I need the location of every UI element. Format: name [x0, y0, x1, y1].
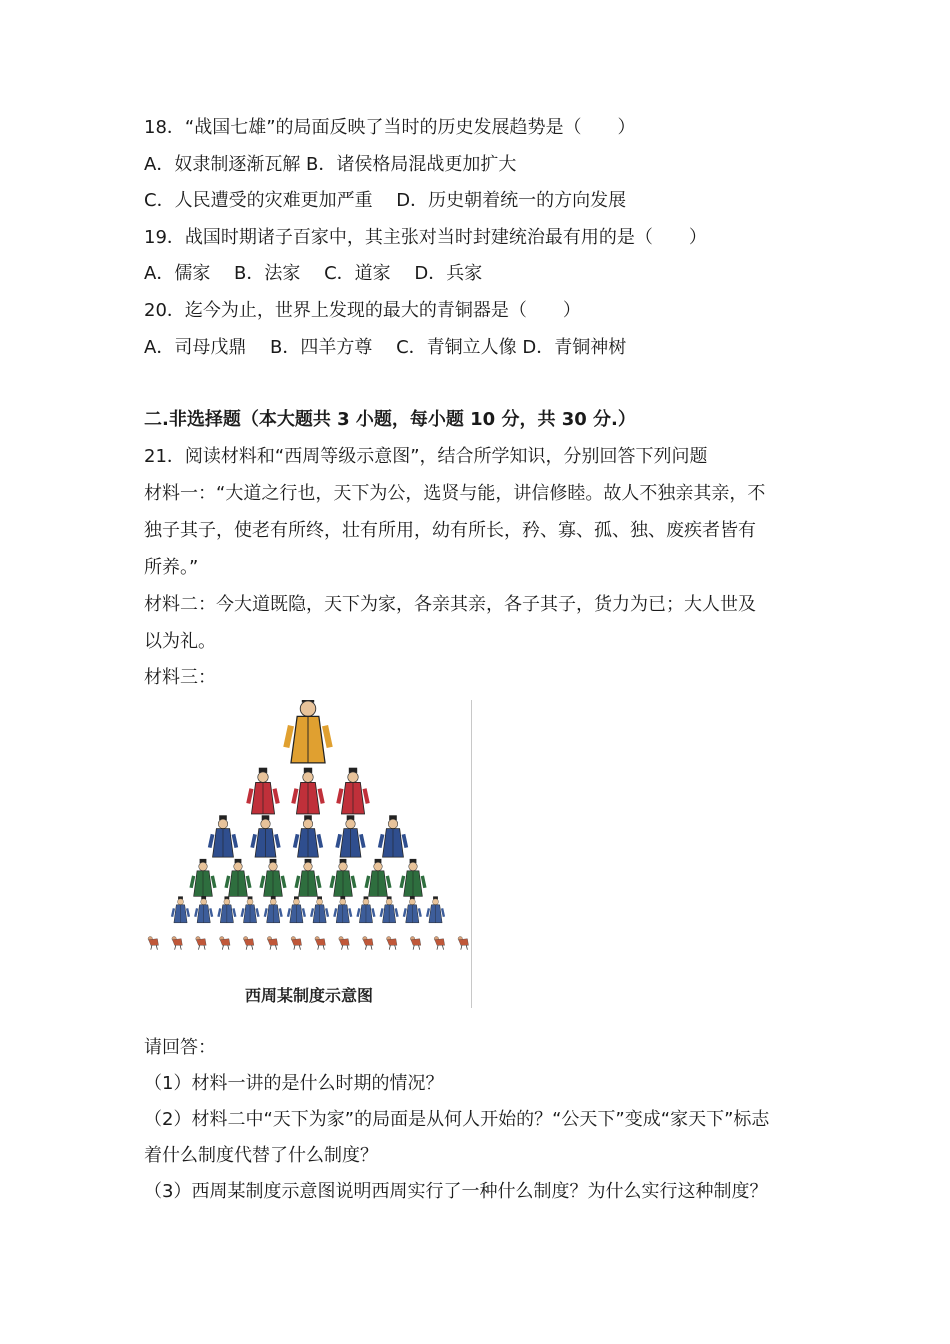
commoners-figure — [195, 896, 212, 922]
q20-options: A．司母戊鼎 B．四羊方尊 C．青铜立人像 D．青铜神树 — [144, 337, 627, 358]
q21-stem: 21．阅读材料和“西周等级示意图”，结合所学知识，分别回答下列问题 — [144, 446, 708, 467]
material-1-line-2: 独子其子，使老有所终，壮有所用，幼有所长，矜、寡、孤、独、废疾者皆有 — [144, 520, 756, 541]
commoners-figure — [334, 896, 351, 922]
slaves-figure — [363, 937, 373, 950]
slaves-figure — [267, 937, 277, 950]
slaves-figure — [458, 937, 468, 950]
ministers-figure — [295, 815, 322, 857]
slaves-figure — [220, 937, 230, 950]
q19-stem: 19．战国时期诸子百家中，其主张对当时封建统治最有用的是（ ） — [144, 227, 707, 248]
q19-options: A．儒家 B．法家 C．道家 D．兵家 — [144, 263, 483, 284]
sub-question-2-line-1: （2）材料二中“天下为家”的局面是从何人开始的？“公天下”变成“家天下”标志 — [144, 1109, 770, 1130]
q18-options-cd: C．人民遭受的灾难更加严重 D．历史朝着统一的方向发展 — [144, 190, 627, 211]
shi-figure — [226, 859, 250, 896]
shi-figure — [261, 859, 285, 896]
king-figure — [286, 700, 329, 763]
commoners-figure — [358, 896, 375, 922]
commoners-figure — [172, 896, 189, 922]
commoners-figure — [311, 896, 328, 922]
material-1-line-1: 材料一：“大道之行也，天下为公，选贤与能，讲信修睦。故人不独亲其亲，不 — [144, 483, 766, 504]
slaves-figure — [172, 937, 182, 950]
figure-divider — [471, 700, 472, 1008]
commoners-figure — [288, 896, 305, 922]
slaves-figure — [339, 937, 349, 950]
figure-caption: 西周某制度示意图 — [244, 986, 373, 1005]
nobles-figure — [248, 768, 277, 814]
zhou-hierarchy-figure — [144, 700, 474, 1008]
commoners-figure — [427, 896, 444, 922]
commoners-figure — [265, 896, 282, 922]
slaves-figure — [196, 937, 206, 950]
ministers-figure — [380, 815, 407, 857]
slaves-figure — [291, 937, 301, 950]
section-heading: 二.非选择题（本大题共 3 小题，每小题 10 分，共 30 分.） — [144, 409, 636, 430]
material-3-label: 材料三： — [144, 667, 216, 688]
answer-prompt: 请回答： — [144, 1037, 216, 1058]
slaves-figure — [434, 937, 444, 950]
slaves-figure — [410, 937, 420, 950]
shi-figure — [401, 859, 425, 896]
slaves-figure — [387, 937, 397, 950]
slaves-figure — [315, 937, 325, 950]
shi-figure — [331, 859, 355, 896]
ministers-figure — [210, 815, 237, 857]
hierarchy-pyramid — [144, 700, 474, 980]
sub-question-1: （1）材料一讲的是什么时期的情况？ — [144, 1073, 444, 1094]
slaves-figure — [148, 937, 158, 950]
commoners-figure — [404, 896, 421, 922]
q18-stem: 18．“战国七雄”的局面反映了当时的历史发展趋势是（ ） — [144, 117, 636, 138]
ministers-figure — [252, 815, 279, 857]
sub-question-2-line-2: 着什么制度代替了什么制度？ — [144, 1145, 378, 1166]
slaves-figure — [243, 937, 253, 950]
nobles-figure — [293, 768, 322, 814]
shi-figure — [366, 859, 390, 896]
material-1-line-3: 所养。” — [144, 557, 199, 578]
sub-question-3: （3）西周某制度示意图说明西周实行了一种什么制度？为什么实行这种制度？ — [144, 1181, 768, 1202]
material-2-line-1: 材料二：今大道既隐，天下为家，各亲其亲，各子其子，货力为已；大人世及 — [144, 594, 756, 615]
material-2-line-2: 以为礼。 — [144, 631, 216, 652]
nobles-figure — [338, 768, 367, 814]
commoners-figure — [218, 896, 235, 922]
ministers-figure — [337, 815, 364, 857]
shi-figure — [296, 859, 320, 896]
commoners-figure — [381, 896, 398, 922]
q20-stem: 20．迄今为止，世界上发现的最大的青铜器是（ ） — [144, 300, 581, 321]
shi-figure — [191, 859, 215, 896]
commoners-figure — [242, 896, 259, 922]
q18-options-ab: A．奴隶制逐渐瓦解 B．诸侯格局混战更加扩大 — [144, 154, 517, 175]
